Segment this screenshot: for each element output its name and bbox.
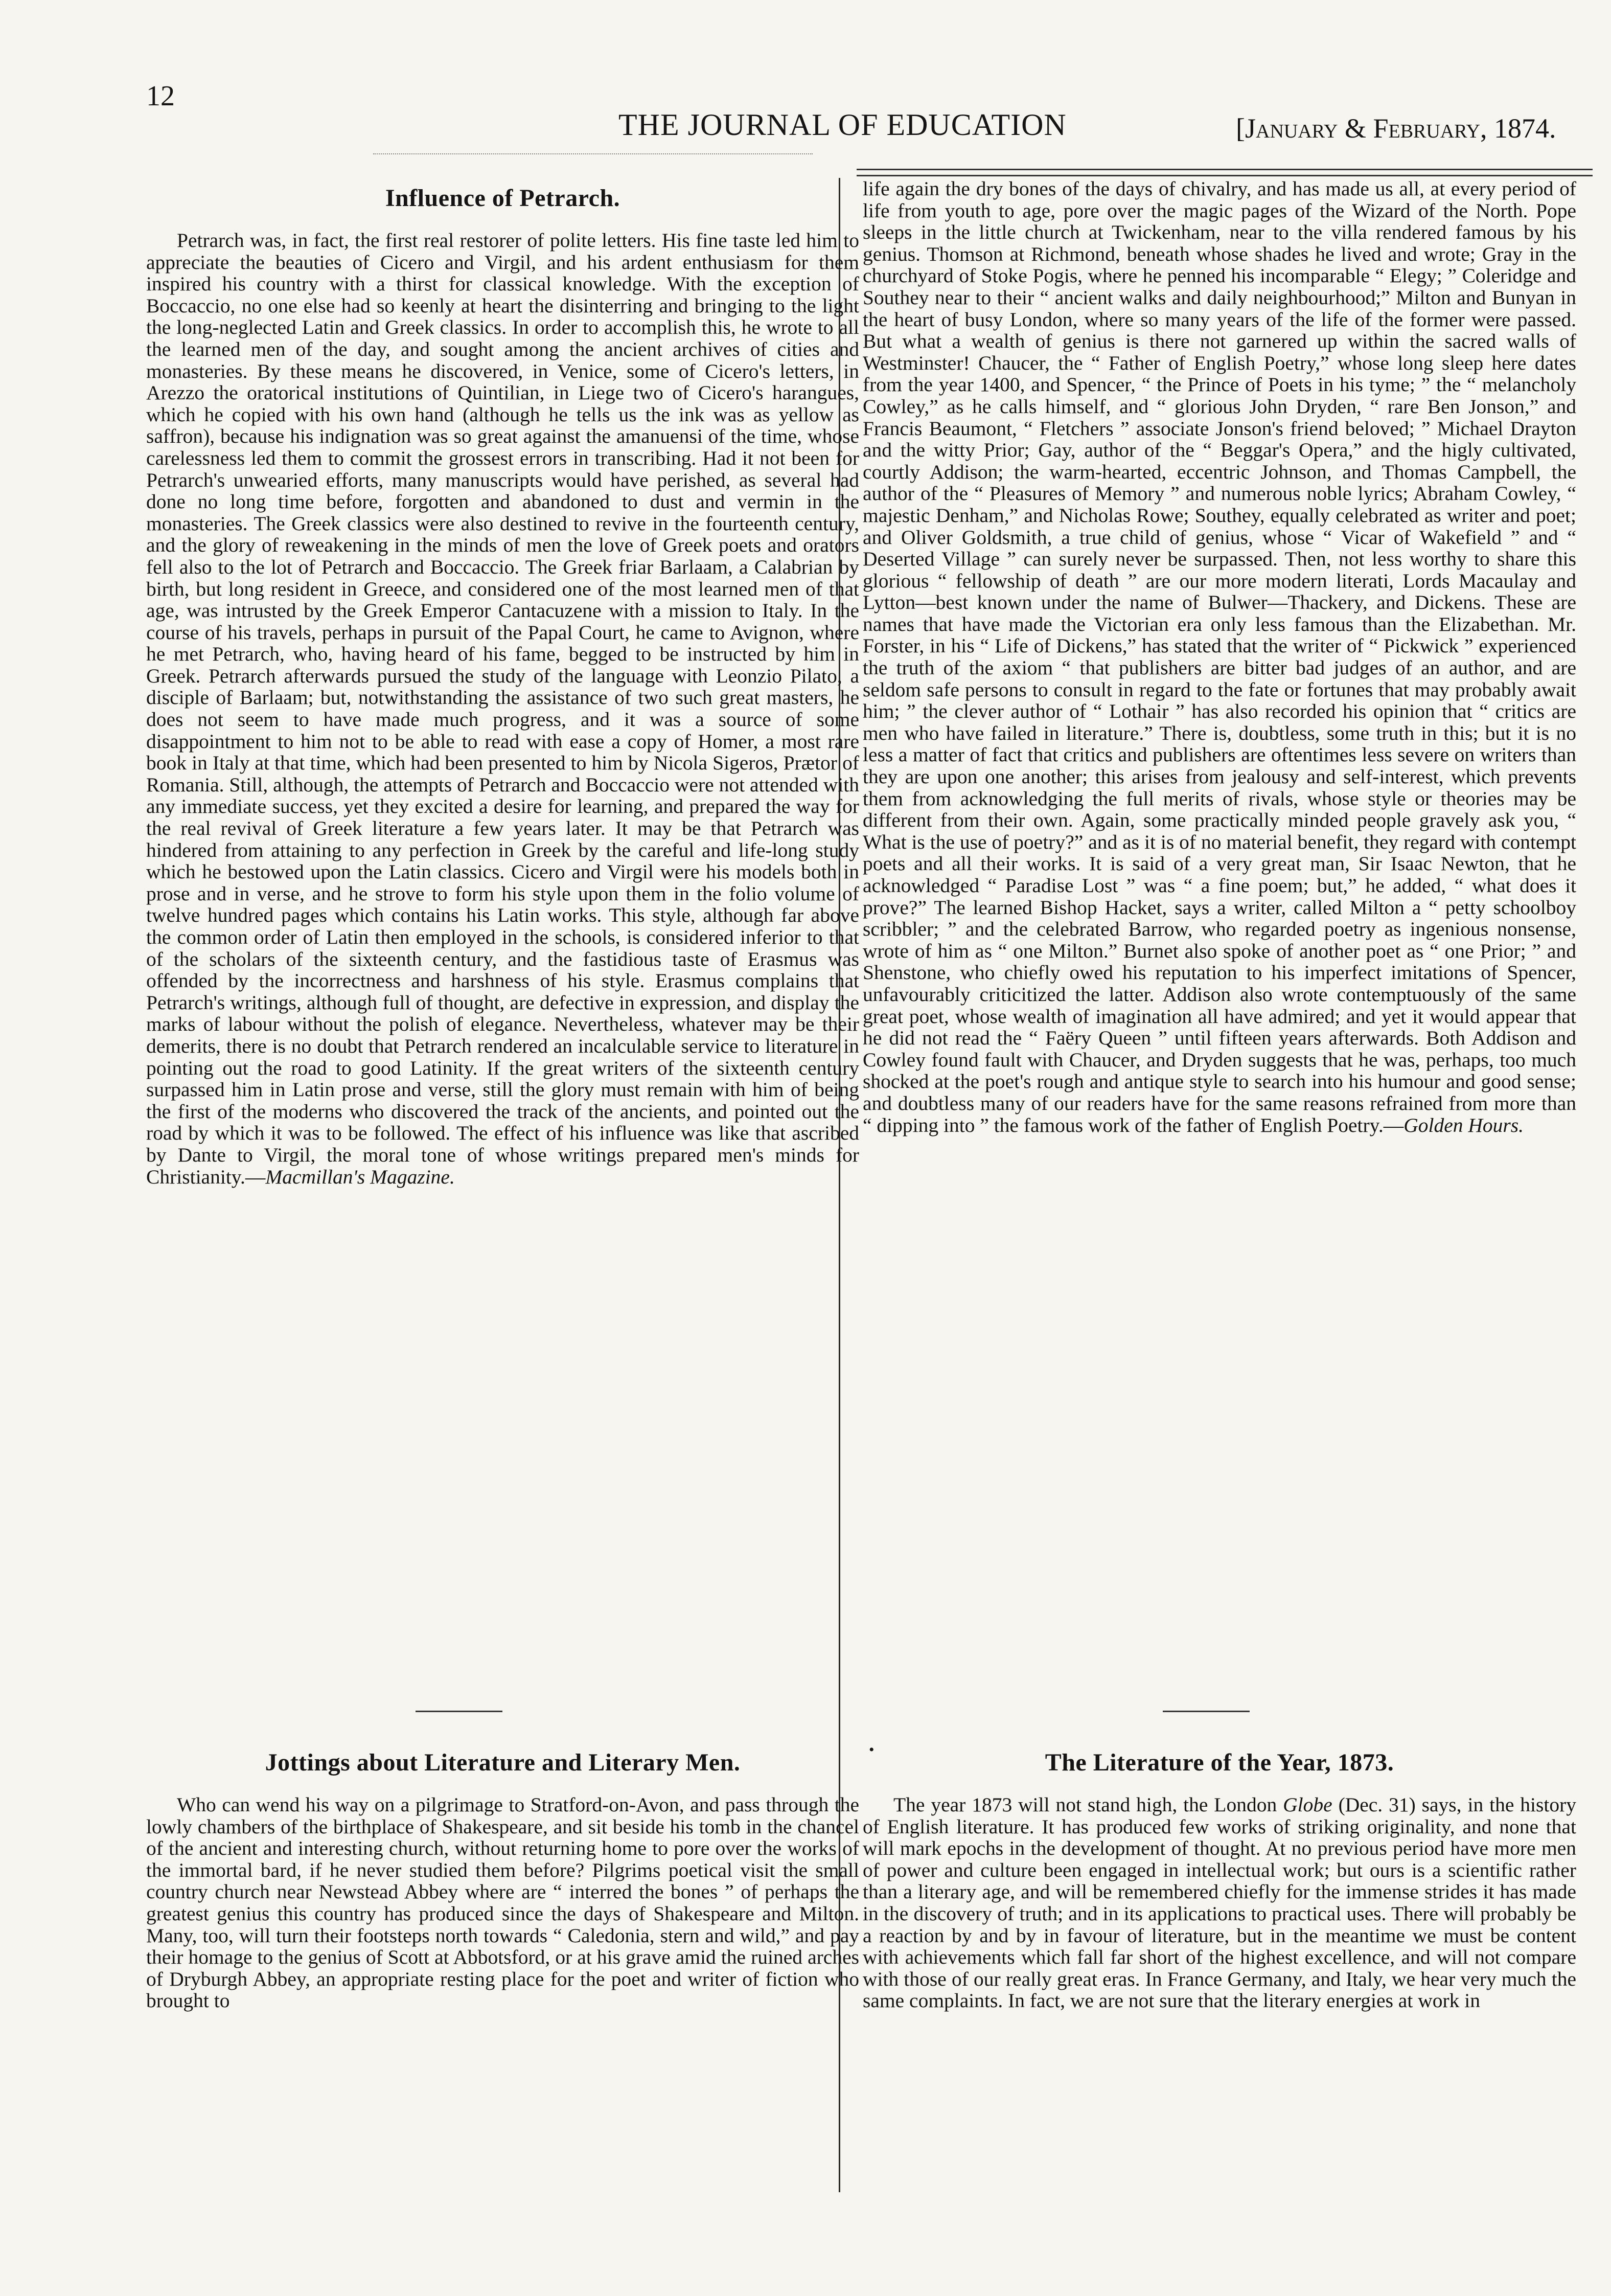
article-source: Golden Hours. <box>1403 1113 1524 1136</box>
article-petrarch <box>146 174 859 1677</box>
issue-date-prefix: [ <box>1236 113 1245 144</box>
journal-title: THE JOURNAL OF EDUCATION <box>618 108 1067 142</box>
article-heading: Influence of Petrarch. <box>385 185 620 212</box>
print-speck: • <box>869 1741 874 1758</box>
article-literature-1873 <box>863 1748 1576 2260</box>
article-text: life again the dry bones of the days of chivalry, and has made us all, at every period of life from youth to age, pore over the magic pages of the Wizard of the North. Pope sleeps in the little church at Twickenham, near to the villa rendered famous by his genius. Thomson at Richmond, beneath whose shades he lived and wrote; Gray in the churchyard of Stoke Pogis, where he penned his incomparable “ Elegy; ” Coleridge and Southey near to their “ ancient walks and daily neighbourhood;” Milton and Bunyan in the heart of busy London, where so many years of the life of the former were passed. But what a wealth of genius is there not garnered up within the sacred walls of Westminster! Chaucer, the “ Father of English Poetry,” whose long sleep here dates from the year 1400, and Spencer, “ the Prince of Poets in his tyme; ” the “ melancholy Cowley,” as he calls himself, and “ glorious John Dryden, “ rare Ben Jonson,” and Francis Beaumont, “ Fletchers ” associate Jonson's friend beloved; ” Michael Drayton and the witty Prior; Gay, author of the “ Beggar's Opera,” and the higly cultivated, courtly Addison; the warm-hearted, eccentric Johnson, and Thomas Campbell, the author of the “ Pleasures of Memory ” and numerous noble lyrics; Abraham Cowley, “ majestic Denham,” and Nicholas Rowe; Southey, equally celebrated as writer and poet; and Oliver Goldsmith, a true child of genius, whose “ Vicar of Wakefield ” and “ Deserted Village ” can surely never be surpassed. Then, not less worthy to share this glorious “ fellowship of death ” are our more modern literati, Lords Macaulay and Lytton—best known under the name of Bulwer—Thackery, and Dickens. These are names that have made the Victorian era only less famous than the Elizabethan. Mr. Forster, in his “ Life of Dickens,” has stated that the writer of “ Pickwick ” experienced the truth of the axiom “ that publishers are bitter bad judges of an author, and are seldom safe persons to consult in regard to the fate or fortunes that may probably await him; ” the clever author of “ Lothair ” has also recorded his opinion that “ critics are men who have failed in literature.” There is, doubtless, some truth in this; but it is no less a matter of fact that critics and publishers are oftentimes less severe on writers than they are upon one another; this arises from jealousy and self-interest, which prevents them from acknowledging the full merits of rivals, whose style or theories may be different from their own. Again, some practically minded people gravely ask you, “ What is the use of poetry?” and as it is of no material benefit, they regard with contempt poets and all their works. It is said of a very great man, Sir Isaac Newton, that he acknowledged “ Paradise Lost ” was “ a fine poem; but,” he added, “ what does it prove?” The learned Bishop Hacket, says a writer, called Milton a “ petty schoolboy scribbler; ” and the celebrated Barrow, who regarded poetry as ingenious nonsense, wrote of him as “ one Milton.” Burnet also spoke of another poet as “ one Prior; ” and Shenstone, who chiefly owed his reputation to his imperfect imitations of Spencer, unfavourably criticitized the latter. Addison also wrote contemptuously of the same great poet, whose wealth of imagination all have admired; and yet it would appear that he did not read the “ Faëry Queen ” until fifteen years afterwards. Both Addison and Cowley found fault with Chaucer, and Dryden suggests that he was, perhaps, too much shocked at the poet's rough and antique style to search into his humour and good sense; and doubtless many of our readers have for the same reasons refrained from more than “ dipping into ” the famous work of the father of English Poetry.— <box>863 177 1576 1136</box>
article-body: Who can wend his way on a pilgrimage to Stratford-on-Avon, and pass through the lowly chambers of the birthplace of Shakespeare, and sit beside his tomb in the chancel of the ancient and interesting church, without returning home to pore over the works of the immortal bard, if he never studied them before? Pilgrims poetical visit the small country church near Newstead Abbey where are “ interred the bones ” of perhaps the greatest genius this country has produced since the days of Shakespeare and Milton. Many, too, will turn their footsteps north towards “ Caledonia, stern and wild,” and pay their homage to the genius of Scott at Abbotsford, or at his grave amid the ruined arches of Dryburgh Abbey, an appropriate resting place for the poet and writer of fiction who brought to <box>146 1793 859 2012</box>
article-body <box>146 230 859 1188</box>
article-text: Petrarch was, in fact, the first real restorer of polite letters. His fine taste led him to appreciate the beauties of Cicero and Virgil, and his ardent enthusiasm for them inspired his country with a thirst for classical knowledge. With the exception of Boccaccio, no one else had so keenly at heart the disinterring and bringing to the light the long-neglected Latin and Greek classics. In order to accomplish this, he wrote to all the learned men of the day, and sought among the ancient archives of cities and monasteries. By these means he discovered, in Venice, some of Cicero's letters, in Arezzo the oratorical institutions of Quintilian, in Liege two of Cicero's harangues, which he copied with his own hand (although he tells us the ink was as yellow as saffron), because his indignation was so great against the amanuensi of the time, whose carelessness led them to commit the grossest errors in transcribing. Had it not been for Petrarch's unwearied efforts, many manuscripts would have perished, as several had done no long time before, forgotten and abandoned to dust and vermin in the monasteries. The Greek classics were also destined to revive in the fourteenth century, and the glory of reweakening in the minds of men the love of Greek poets and orators fell also to the lot of Petrarch and Boccaccio. The Greek friar Barlaam, a Calabrian by birth, but long resident in Greece, and considered one of the most learned men of that age, was intrusted by the Greek Emperor Cantacuzene with a mission to Italy. In the course of his travels, perhaps in pursuit of the Papal Court, he came to Avignon, where he met Petrarch, who, having heard of his fame, begged to be instructed by him in Greek. Petrarch afterwards pursued the study of the language with Leonzio Pilato, a disciple of Barlaam; but, notwithstanding the assistance of two such great masters, he does not seem to have made much progress, and it was a source of some disappointment to him not to be able to read with ease a copy of Homer, a most rare book in Italy at that time, which had been presented to him by Nicola Sigeros, Prætor of Romania. Still, although, the attempts of Petrarch and Boccaccio were not attended with any immediate success, yet they excited a desire for learning, and prepared the way for the real revival of Greek literature a few years later. It may be that Petrarch was hindered from attaining to any perfection in Greek by the careful and life-long study which he bestowed upon the Latin classics. Cicero and Virgil were his models both in prose and in verse, and he strove to form his style upon them in the folio volume of twelve hundred pages which contains his Latin works. This style, although far above the common order of Latin then employed in the schools, is considered inferior to that of the scholars of the sixteenth century, and the fastidious taste of Erasmus was offended by the incorrectness and harshness of his style. Erasmus complains that Petrarch's writings, although full of thought, are defective in expression, and display the marks of labour without the polish of elegance. Nevertheless, whatever may be their demerits, there is no doubt that Petrarch rendered an incalculable service to literature in pointing out the road to good Latinity. If the great writers of the sixteenth century surpassed him in Latin prose and verse, still the glory must remain with him of being the first of the moderns who discovered the track of the ancients, and pointed out the road by which it was to be followed. The effect of his influence was like that ascribed by Dante to Virgil, the moral tone of whose writings prepared men's minds for Christianity.— <box>146 229 859 1188</box>
article-text: (Dec. 31) says, in the history of English literature. It has produced few works of striking originality, and none that will mark epochs in the development of thought. At no previous period have more men of power and culture been engaged in intellectual work; but ours is a scientific rather than a literary age, and will be remembered chiefly for the immense strides it has made in the discovery of truth; and in its applications to practical uses. There will probably be a reaction by and by in favour of literature, but in the meantime we must be content with achievements which fall far short of the highest excellence, and will not compare with those of our really great eras. In France Germany, and Italy, we hear very much the same complaints. In fact, we are not sure that the literary energies at work in <box>863 1793 1576 2012</box>
newspaper-name: Globe <box>1283 1793 1332 1816</box>
issue-date <box>1236 112 1556 144</box>
header-rule-faint <box>373 153 813 154</box>
header-rule <box>857 169 1593 170</box>
article-heading: The Literature of the Year, 1873. <box>1045 1749 1394 1776</box>
article-body <box>863 1794 1576 2012</box>
article-jottings-continued <box>863 174 1576 1677</box>
page-number: 12 <box>146 80 175 112</box>
article-source: Macmillan's Magazine. <box>265 1165 455 1188</box>
issue-date-months: January & February <box>1245 113 1480 144</box>
article-heading: Jottings about Literature and Literary Men. <box>265 1749 741 1776</box>
section-rule <box>1163 1711 1250 1712</box>
article-body <box>863 178 1576 1136</box>
issue-date-year: , 1874. <box>1480 113 1556 144</box>
section-rule <box>416 1711 502 1712</box>
article-text-start: The year 1873 will not stand high, the London <box>893 1793 1283 1816</box>
article-jottings <box>146 1748 859 2260</box>
